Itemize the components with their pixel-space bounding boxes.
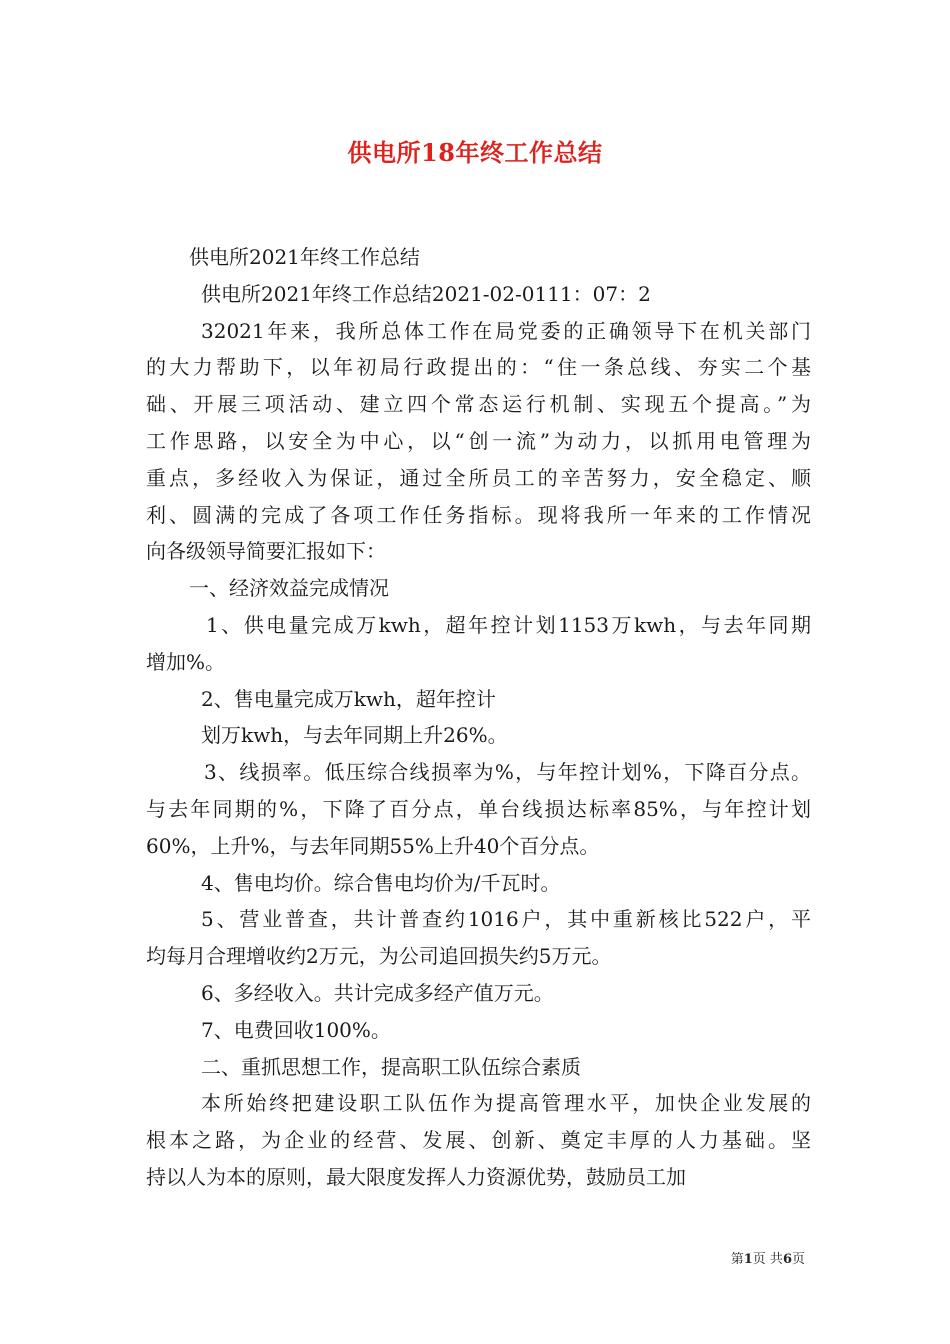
list-item-continued: 增加%。 [146, 649, 226, 674]
paragraph-line: 重点，多经收入为保证，通过全所员工的辛苦努力，安全稳定、顺 [146, 465, 811, 490]
paragraph-line: 32021年来，我所总体工作在局党委的正确领导下在机关部门 [201, 318, 811, 343]
paragraph-line: 持以人为本的原则，最大限度发挥人力资源优势，鼓励员工加 [146, 1164, 686, 1189]
list-item-continued: 均每月合理增收约2万元，为公司追回损失约5万元。 [146, 944, 612, 969]
footer-suffix: 页 [791, 1252, 805, 1267]
paragraph-line: 利、圆满的完成了各项工作任务指标。现将我所一年来的工作情况 [146, 502, 811, 527]
list-item-continued: 与去年同期的%，下降了百分点，单台线损达标率85%，与年控计划 [146, 796, 811, 821]
list-item: 5、营业普查，共计普查约1016户，其中重新核比522户，平 [201, 907, 811, 932]
list-item-continued: 划万kwh，与去年同期上升26%。 [201, 723, 508, 748]
section-heading: 一、经济效益完成情况 [189, 576, 389, 601]
list-item: 7、电费回收100%。 [201, 1017, 391, 1042]
current-page-number: 1 [743, 1252, 753, 1267]
date-line: 供电所2021年终工作总结2021-02-0111：07：2 [201, 281, 651, 306]
document-title: 供电所18年终工作总结 [347, 138, 603, 167]
list-item: 1、供电量完成万kwh，超年控计划1153万kwh，与去年同期 [206, 612, 811, 637]
list-item: 6、多经收入。共计完成多经产值万元。 [201, 980, 554, 1005]
list-item-continued: 60%，上升%，与去年同期55%上升40个百分点。 [146, 833, 600, 858]
section-heading: 二、重抓思想工作，提高职工队伍综合素质 [201, 1054, 581, 1079]
footer-prefix: 第 [730, 1252, 744, 1267]
paragraph-line: 础、开展三项活动、建立四个常态运行机制、实现五个提高。”为 [146, 392, 811, 417]
page-footer [731, 1248, 805, 1267]
subtitle-line: 供电所2021年终工作总结 [189, 245, 420, 269]
paragraph-line: 的大力帮助下，以年初局行政提出的：“住一条总线、夯实二个基 [146, 355, 811, 380]
footer-middle: 页 共 [752, 1252, 783, 1267]
list-item: 2、售电量完成万kwh，超年控计 [201, 686, 496, 711]
paragraph-line: 根本之路，为企业的经营、发展、创新、奠定丰厚的人力基础。坚 [146, 1128, 811, 1153]
document-body [146, 239, 811, 1196]
total-page-count: 6 [782, 1252, 792, 1267]
paragraph-line: 向各级领导简要汇报如下： [146, 539, 386, 564]
list-item: 3、线损率。低压综合线损率为%，与年控计划%，下降百分点。 [204, 760, 811, 785]
list-item: 4、售电均价。综合售电均价为/千瓦时。 [201, 870, 561, 895]
paragraph-line: 本所始终把建设职工队伍作为提高管理水平，加快企业发展的 [201, 1091, 811, 1116]
paragraph-line: 工作思路，以安全为中心，以“创一流”为动力，以抓用电管理为 [146, 428, 811, 453]
